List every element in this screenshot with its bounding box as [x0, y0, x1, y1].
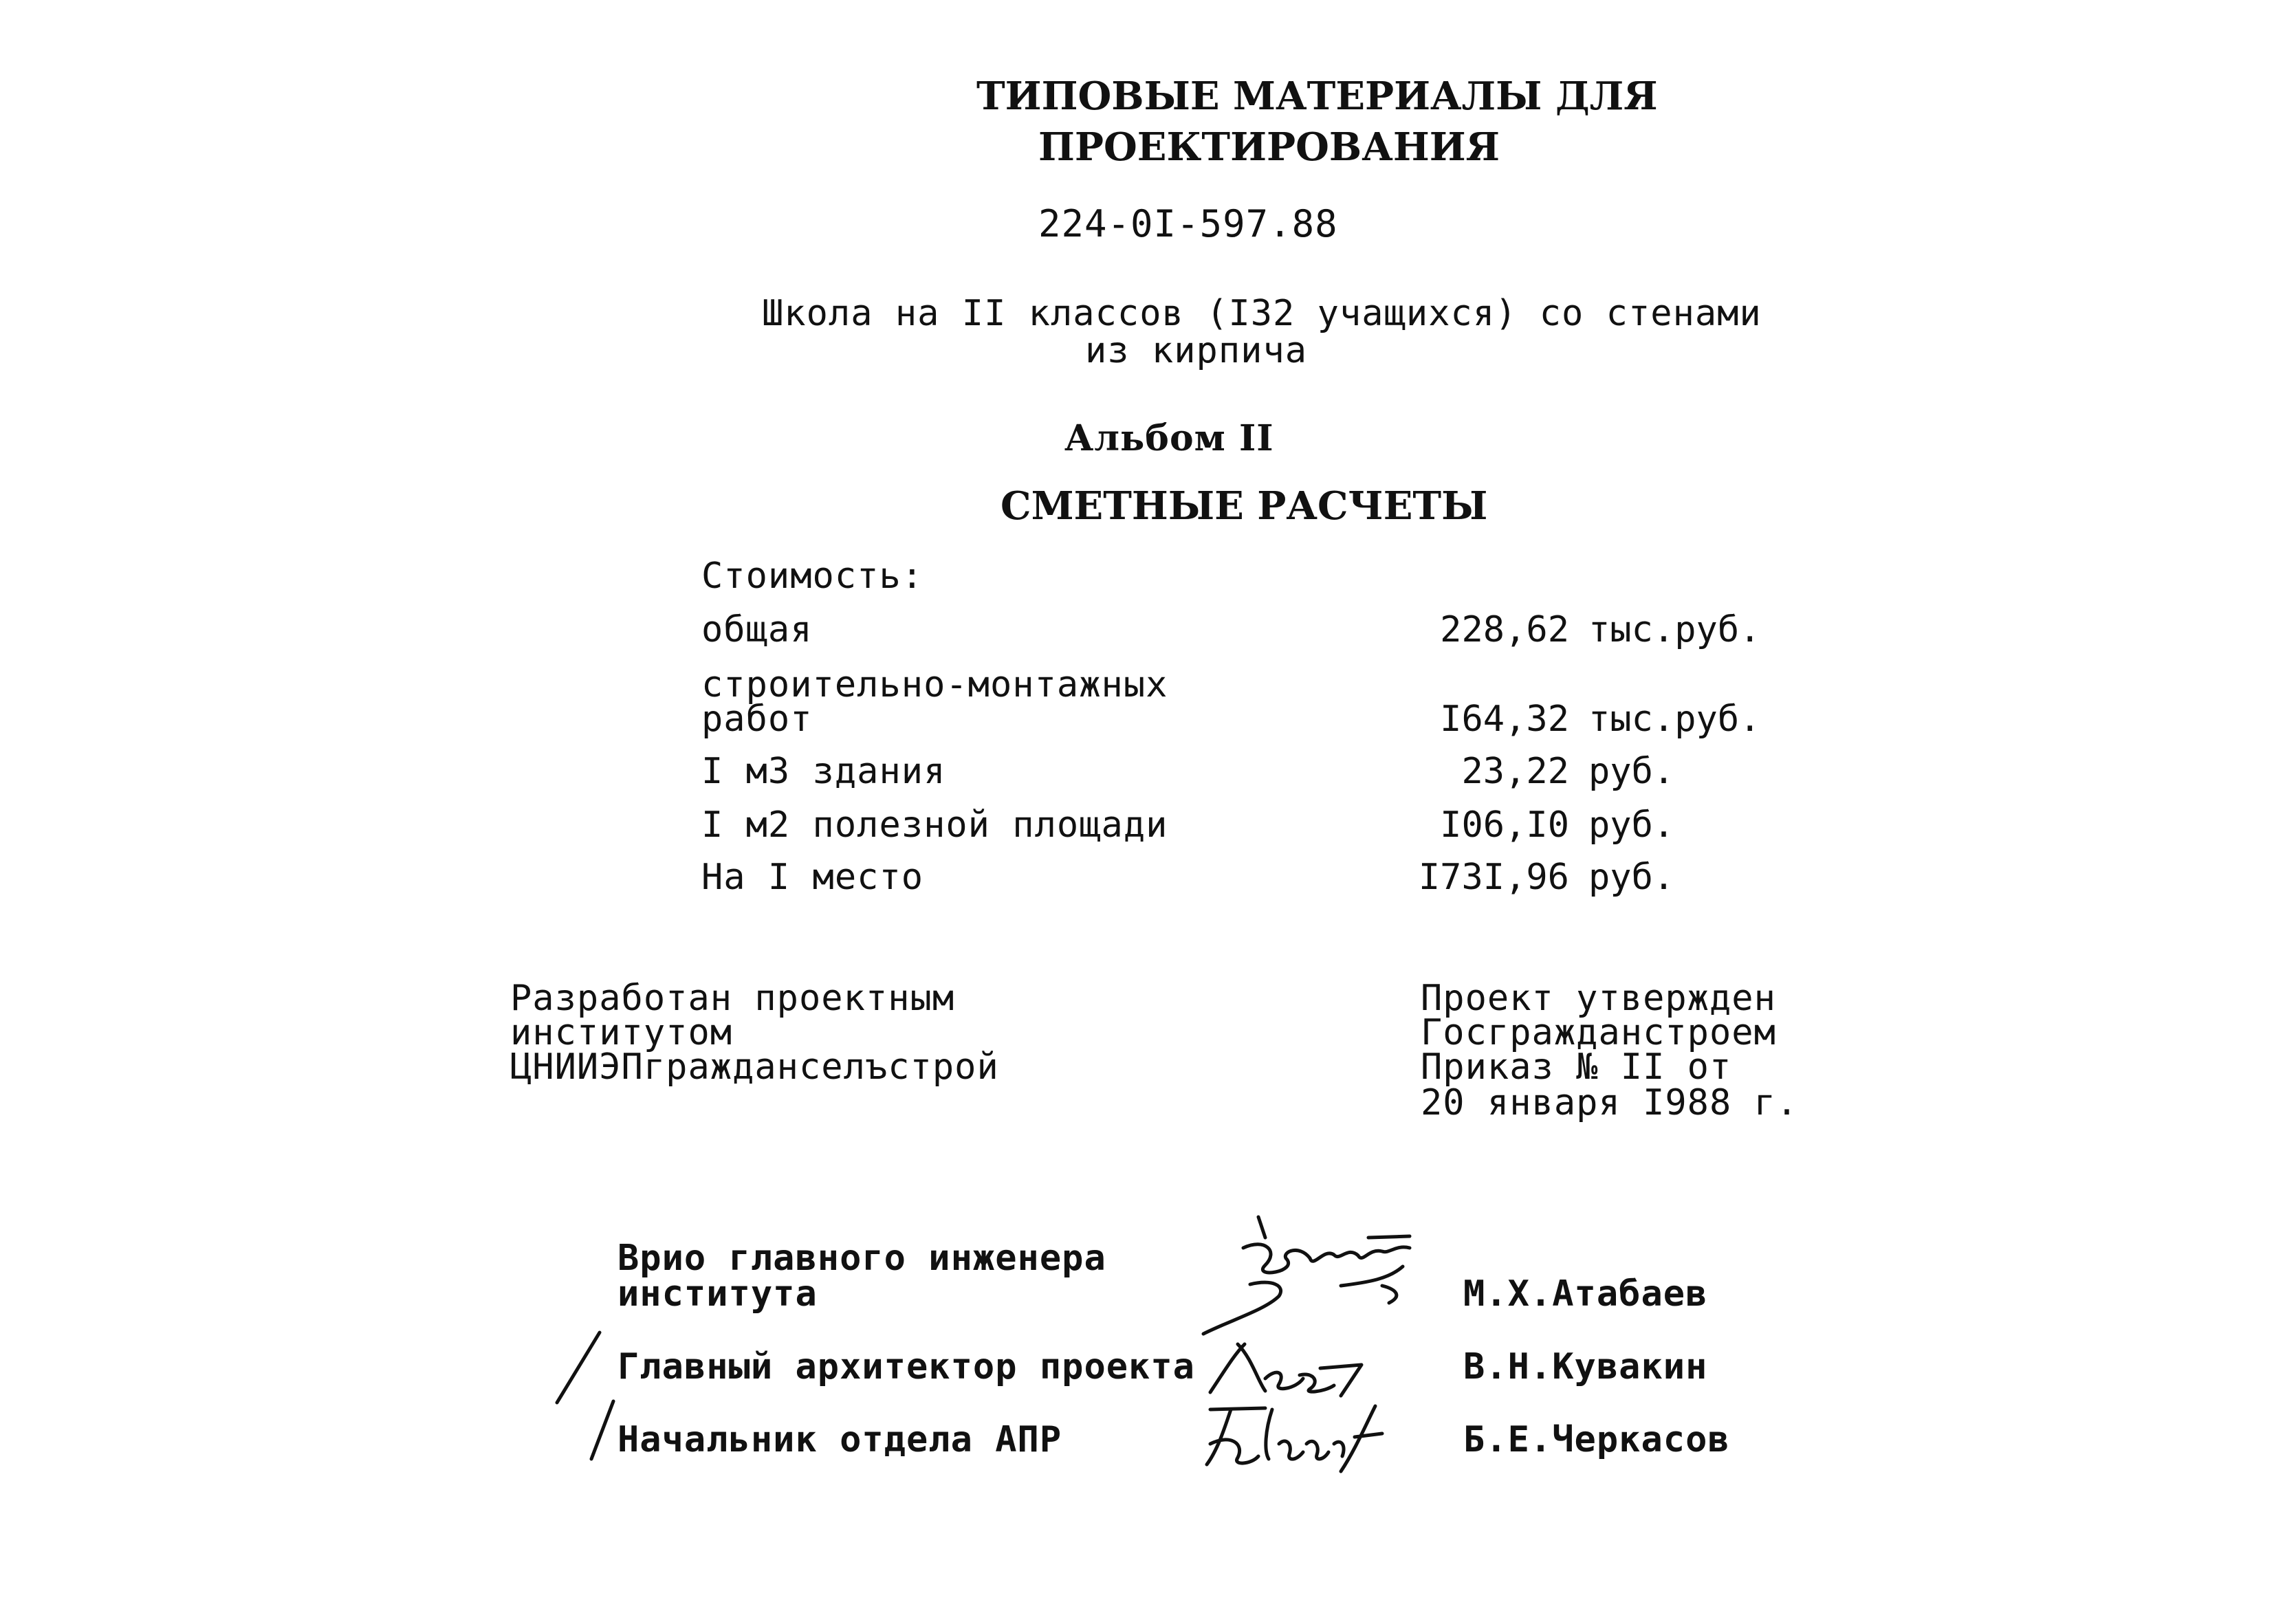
header-title-line1: ТИПОВЫЕ МАТЕРИАЛЫ ДЛЯ	[976, 74, 1658, 119]
signatory-role: Врио главного инженера	[617, 1238, 1106, 1279]
cost-value: 23,22	[1461, 751, 1569, 792]
cost-unit: руб.	[1588, 857, 1675, 898]
cost-unit: руб.	[1588, 751, 1675, 792]
approval-line3: Приказ № II от	[1421, 1046, 1732, 1088]
signatory-role-continued: института	[617, 1273, 818, 1315]
signatory-name: В.Н.Кувакин	[1463, 1346, 1708, 1387]
cost-unit: тыс.руб.	[1588, 609, 1761, 650]
header-title-line2: ПРОЕКТИРОВАНИЯ	[1038, 124, 1500, 170]
document-code: 224-0I-597.88	[1038, 202, 1338, 245]
approval-line4: 20 января I988 г.	[1421, 1082, 1799, 1123]
cost-value: 228,62	[1440, 609, 1569, 650]
signature-chief-engineer	[1162, 1210, 1437, 1348]
developer-line1: Разработан проектным	[510, 978, 955, 1019]
album-label: Альбом II	[1064, 417, 1274, 459]
cost-unit: тыс.руб.	[1588, 699, 1761, 740]
cost-value: I64,32	[1440, 699, 1569, 740]
developer-line3: ЦНИИЭПгражданселъстрой	[510, 1046, 999, 1088]
signatory-role: Главный архитектор проекта	[617, 1346, 1195, 1387]
cost-unit: руб.	[1588, 804, 1675, 846]
signature-department-head	[1169, 1396, 1403, 1478]
cost-value: I06,I0	[1440, 804, 1569, 846]
cost-heading: Стоимость:	[701, 556, 924, 597]
cost-label: I м2 полезной площади	[701, 804, 1168, 846]
signatory-role: Начальник отдела АПР	[617, 1419, 1062, 1460]
approval-line1: Проект утвержден	[1421, 978, 1776, 1019]
check-mark-slash	[584, 1396, 619, 1464]
cost-label: На I место	[701, 857, 924, 898]
signatory-name: Б.Е.Черкасов	[1463, 1419, 1730, 1460]
cost-value: I73I,96	[1418, 857, 1569, 898]
cost-label: строительно-монтажных	[701, 664, 1168, 705]
section-title: СМЕТНЫЕ РАСЧЕТЫ	[1001, 483, 1488, 529]
developer-line2: институтом	[510, 1012, 733, 1053]
project-name-line2: из кирпича	[1085, 330, 1308, 371]
approval-line2: Госгражданстроем	[1421, 1012, 1776, 1053]
project-name-line1: Школа на II классов (I32 учащихся) со стенами	[762, 293, 1762, 334]
cost-label: общая	[701, 609, 813, 650]
signatory-name: М.Х.Атабаев	[1463, 1273, 1708, 1315]
cost-label: I м3 здания	[701, 751, 946, 792]
cost-label-continued: работ	[701, 699, 813, 740]
